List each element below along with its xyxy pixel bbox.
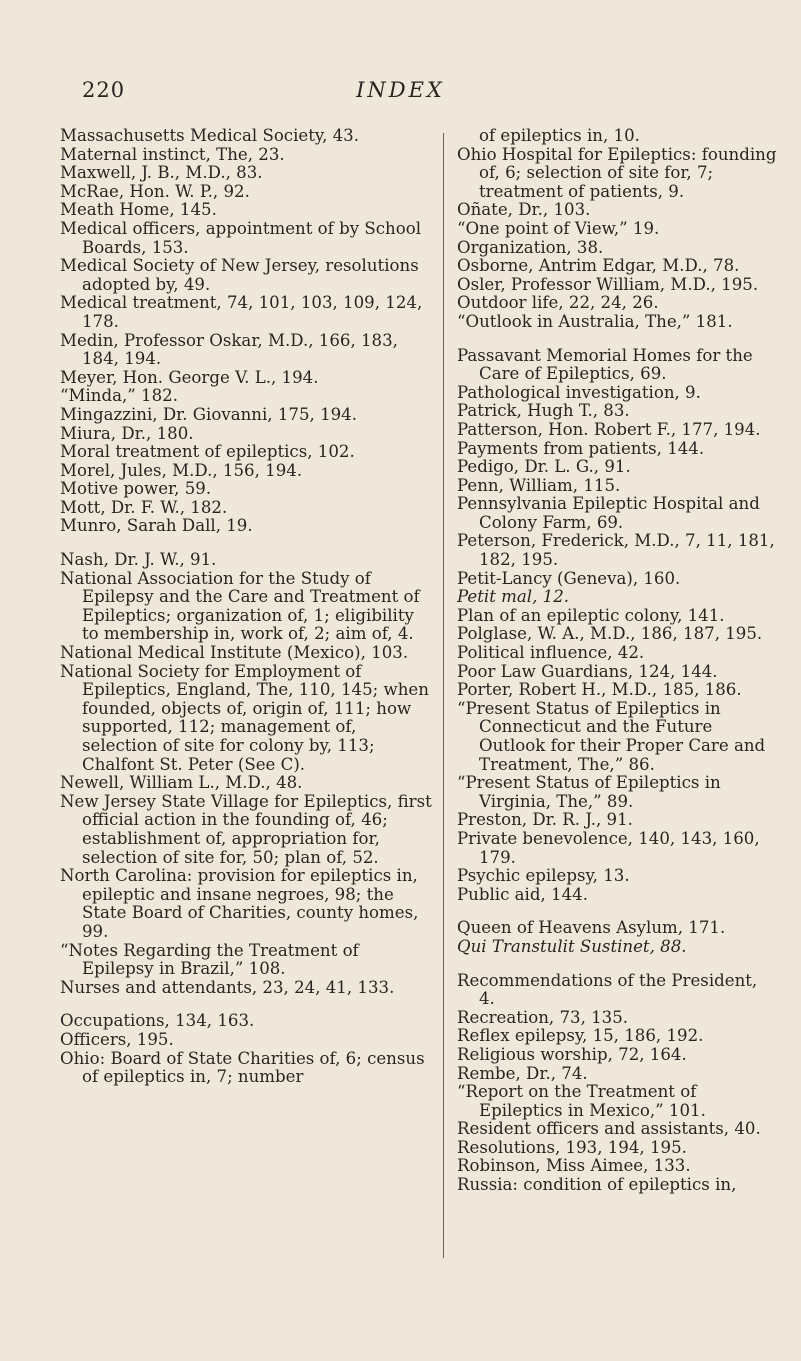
- index-entry: National Society for Employment of Epileptics, England, The, 110, 145; when founded, objects of, origin of, 111; how supported, 112; management of, selection of site for colony by, 113; Chalfont St. Peter (See C).: [60, 661, 429, 774]
- index-entry: Patterson, Hon. Robert F., 177, 194.: [457, 419, 761, 439]
- index-entry: Resident officers and assistants, 40.: [457, 1119, 761, 1139]
- index-entry: “Present Status of Epileptics in Virginia, The,” 89.: [457, 773, 721, 811]
- index-entry: Rembe, Dr., 74.: [457, 1063, 588, 1083]
- index-entry: of epileptics in, 10.: [479, 126, 640, 145]
- index-entry: Nash, Dr. J. W., 91.: [60, 550, 217, 570]
- section-gap: [457, 904, 777, 919]
- index-entry: Moral treatment of epileptics, 102.: [60, 442, 355, 462]
- index-entry: Pennsylvania Epileptic Hospital and Colony Farm, 69.: [457, 494, 760, 532]
- index-entry: Officers, 195.: [60, 1029, 174, 1049]
- index-entry: Payments from patients, 144.: [457, 438, 705, 458]
- page-header: [0, 78, 801, 114]
- index-entry: “Minda,” 182.: [60, 386, 178, 406]
- index-entry: Outdoor life, 22, 24, 26.: [457, 293, 659, 313]
- index-entry: Medin, Professor Oskar, M.D., 166, 183, 184, 194.: [60, 330, 398, 369]
- index-entry: Nurses and attendants, 23, 24, 41, 133.: [60, 977, 395, 997]
- index-entry: Russia: condition of epileptics in,: [457, 1175, 737, 1195]
- index-entry: Miura, Dr., 180.: [60, 423, 194, 443]
- index-entry: Occupations, 134, 163.: [60, 1011, 255, 1031]
- index-entry: Petit mal, 12.: [457, 587, 570, 607]
- index-entry: Petit-Lancy (Geneva), 160.: [457, 568, 681, 588]
- index-entry: Ohio: Board of State Charities of, 6; census of epileptics in, 7; number: [60, 1048, 425, 1087]
- index-entry: Osler, Professor William, M.D., 195.: [457, 274, 759, 294]
- index-entry: Reflex epilepsy, 15, 186, 192.: [457, 1026, 704, 1046]
- index-entry: Medical treatment, 74, 101, 103, 109, 124, 178.: [60, 293, 423, 331]
- index-entry: McRae, Hon. W. P., 92.: [60, 181, 250, 201]
- index-entry: Robinson, Miss Aimee, 133.: [457, 1156, 691, 1176]
- index-entry: Porter, Robert H., M.D., 185, 186.: [457, 680, 742, 700]
- index-entry: Polglase, W. A., M.D., 186, 187, 195.: [457, 624, 763, 644]
- index-entry: Massachusetts Medical Society, 43.: [60, 126, 360, 145]
- section-gap: [457, 332, 777, 347]
- index-entry: Peterson, Frederick, M.D., 7, 11, 181, 182, 195.: [457, 531, 775, 570]
- index-entry: Religious worship, 72, 164.: [457, 1044, 687, 1064]
- index-entry: Poor Law Guardians, 124, 144.: [457, 661, 718, 681]
- index-entry: “Present Status of Epileptics in Connecticut and the Future Outlook for their Proper Care and Treatment, The,” 86.: [457, 698, 766, 774]
- index-entry: Osborne, Antrim Edgar, M.D., 78.: [457, 256, 740, 276]
- index-entry: Mingazzini, Dr. Giovanni, 175, 194.: [60, 404, 358, 424]
- section-gap: [60, 997, 435, 1012]
- running-title: INDEX: [356, 78, 445, 102]
- index-entry: New Jersey State Village for Epileptics, first official action in the founding of, 46; establishment of, appropriation for, selection of site for, 50; plan of, 52.: [60, 791, 432, 867]
- index-entry: National Medical Institute (Mexico), 103.: [60, 643, 409, 663]
- index-column-left: [60, 127, 435, 1087]
- index-entry: Qui Transtulit Sustinet, 88.: [457, 936, 687, 956]
- index-entry: Maternal instinct, The, 23.: [60, 144, 285, 164]
- index-entry: Recommendations of the President, 4.: [457, 970, 758, 1009]
- index-entry: Organization, 38.: [457, 237, 604, 257]
- section-gap: [457, 957, 777, 972]
- index-entry: Public aid, 144.: [457, 884, 588, 904]
- index-entry: Preston, Dr. R. J., 91.: [457, 810, 633, 830]
- index-entry: Queen of Heavens Asylum, 171.: [457, 918, 726, 938]
- index-entry: National Association for the Study of Epilepsy and the Care and Treatment of Epileptics; organization of, 1; eligibility to membership in, work of, 2; aim of, 4.: [60, 568, 420, 644]
- column-divider: [443, 133, 444, 1258]
- index-entry: Mott, Dr. F. W., 182.: [60, 497, 228, 517]
- index-entry: North Carolina: provision for epileptics in, epileptic and insane negroes, 98; the State Board of Charities, county homes, 99.: [60, 866, 419, 941]
- index-entry: Oñate, Dr., 103.: [457, 200, 591, 220]
- page-number: 220: [82, 78, 126, 102]
- index-entry: Passavant Memorial Homes for the Care of Epileptics, 69.: [457, 345, 753, 384]
- index-entry: Recreation, 73, 135.: [457, 1007, 629, 1027]
- index-entry: Private benevolence, 140, 143, 160, 179.: [457, 828, 760, 867]
- index-entry: “One point of View,” 19.: [457, 218, 660, 238]
- index-entry: Medical officers, appointment of by School Boards, 153.: [60, 218, 421, 257]
- index-entry: Political influence, 42.: [457, 643, 645, 663]
- index-entry: Resolutions, 193, 194, 195.: [457, 1137, 687, 1157]
- index-entry: Patrick, Hugh T., 83.: [457, 401, 630, 421]
- index-entry: Ohio Hospital for Epileptics: founding of, 6; selection of site for, 7; treatment of patients, 9.: [457, 144, 777, 201]
- index-column-right: [457, 127, 777, 1195]
- index-entry: Munro, Sarah Dall, 19.: [60, 516, 253, 536]
- index-entry: Pedigo, Dr. L. G., 91.: [457, 457, 631, 477]
- index-entry: Motive power, 59.: [60, 479, 212, 499]
- index-entry: Medical Society of New Jersey, resolutions adopted by, 49.: [60, 256, 419, 294]
- index-entry: Pathological investigation, 9.: [457, 382, 701, 402]
- index-entry: Newell, William L., M.D., 48.: [60, 773, 303, 793]
- index-entry: Maxwell, J. B., M.D., 83.: [60, 163, 263, 183]
- index-entry: Meath Home, 145.: [60, 200, 217, 220]
- index-entry: Penn, William, 115.: [457, 475, 621, 495]
- index-entry: Morel, Jules, M.D., 156, 194.: [60, 460, 303, 480]
- index-entry: Psychic epilepsy, 13.: [457, 866, 630, 886]
- index-entry: Plan of an epileptic colony, 141.: [457, 605, 725, 625]
- section-gap: [60, 536, 435, 551]
- index-entry: Meyer, Hon. George V. L., 194.: [60, 367, 319, 387]
- index-entry: “Outlook in Australia, The,” 181.: [457, 311, 733, 331]
- index-entry: “Notes Regarding the Treatment of Epilepsy in Brazil,” 108.: [60, 940, 359, 979]
- index-entry: “Report on the Treatment of Epileptics in Mexico,” 101.: [457, 1082, 706, 1120]
